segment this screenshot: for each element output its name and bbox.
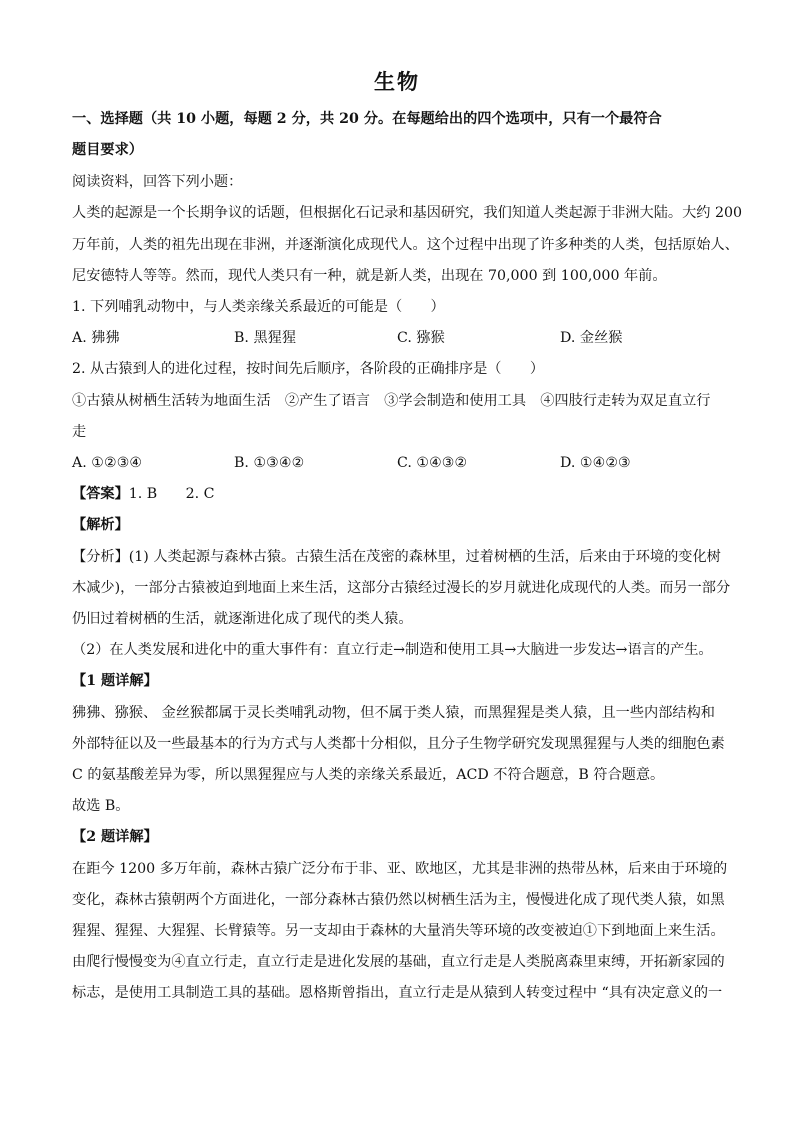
passage-line: 尼安德特人等等。然而，现代人类只有一种，就是新人类，出现在 70,000 到 100,000 年前。 (72, 268, 667, 284)
question-2-stages-cont: 走 (72, 424, 87, 440)
q2-option-d: D. ①④②③ (560, 455, 631, 471)
section-heading: 一、选择题（共 10 小题，每题 2 分，共 20 分。在每题给出的四个选项中，只有一个最符合 (72, 111, 662, 127)
question-1-stem: 1. 下列哺乳动物中，与人类亲缘关系最近的可能是（ ） (72, 299, 445, 315)
q1-option-c: C. 猕猴 (397, 330, 445, 346)
answer-text: 1. B 2. C (128, 486, 215, 502)
analysis-line: 【分析】(1) 人类起源与森林古猿。古猿生活在茂密的森林里，过着树栖的生活，后来由于环境的变化树 (72, 549, 721, 565)
answer-label: 【答案】 (72, 486, 129, 502)
detail-2-line: 在距今 1200 多万年前，森林古猿广泛分布于非、亚、欧地区，尤其是非洲的热带丛林，后来由于环境的 (72, 861, 728, 877)
q1-option-a: A. 狒狒 (72, 330, 120, 346)
analysis-label: 【解析】 (72, 517, 129, 533)
detail-2-line: 由爬行慢慢变为④直立行走，直立行走是进化发展的基础，直立行走是人类脱离森里束缚，开拓新家园的 (72, 954, 725, 970)
reading-intro: 阅读资料，回答下列小题： (72, 174, 243, 190)
answer-line (72, 485, 732, 503)
question-1-options (72, 329, 732, 347)
detail-2-line: 猩猩、猩猩、大猩猩、长臂猿等。另一支却由于森林的大量消失等环境的改变被迫①下到地面上来生活。 (72, 923, 725, 939)
q2-option-a: A. ①②③④ (72, 455, 143, 471)
q1-option-b: B. 黑猩猩 (234, 330, 297, 346)
detail-1-line: 故选 B。 (72, 798, 130, 814)
question-2-options (72, 454, 732, 472)
analysis-line: 木减少)，一部分古猿被迫到地面上来生活，这部分古猿经过漫长的岁月就进化成现代的人类。而另一部分 (72, 580, 731, 596)
detail-2-line: 变化，森林古猿朝两个方面进化，一部分森林古猿仍然以树栖生活为主，慢慢进化成了现代类人猿，如黑 (72, 892, 725, 908)
passage-line: 万年前，人类的祖先出现在非洲，并逐渐演化成现代人。这个过程中出现了许多种类的人类，包括原始人、 (72, 237, 739, 253)
page-title: 生物 (374, 69, 420, 94)
detail-2-label: 【2 题详解】 (72, 829, 158, 845)
analysis-line: 仍旧过着树栖的生活，就逐渐进化成了现代的类人猿。 (72, 611, 413, 627)
detail-1-line: 外部特征以及一些最基本的行为方式与人类都十分相似，且分子生物学研究发现黑猩猩与人类的细胞色素 (72, 736, 725, 752)
q1-option-d: D. 金丝猴 (560, 330, 623, 346)
detail-1-line: 狒狒、猕猴、 金丝猴都属于灵长类哺乳动物，但不属于类人猿，而黑猩猩是类人猿，且一些内部结构和 (72, 705, 715, 721)
question-2-stem: 2. 从古猿到人的进化过程，按时间先后顺序，各阶段的正确排序是（ ） (72, 361, 545, 377)
q2-option-b: B. ①③④② (234, 455, 305, 471)
passage-line: 人类的起源是一个长期争议的话题，但根据化石记录和基因研究，我们知道人类起源于非洲大陆。大约 200 (72, 205, 743, 221)
detail-1-label: 【1 题详解】 (72, 673, 158, 689)
q2-option-c: C. ①④③② (397, 455, 468, 471)
question-2-stages: ①古猿从树栖生活转为地面生活 ②产生了语言 ③学会制造和使用工具 ④四肢行走转为双足直立行 (72, 393, 711, 409)
detail-1-line: C 的氨基酸差异为零，所以黑猩猩应与人类的亲缘关系最近，ACD 不符合题意，B 符合题意。 (72, 767, 665, 783)
detail-2-line: 标志，是使用工具制造工具的基础。恩格斯曾指出，直立行走是从猿到人转变过程中 “具有决定意义的一 (72, 985, 723, 1001)
analysis-line: （2）在人类发展和进化中的重大事件有：直立行走→制造和使用工具→大脑进一步发达→语言的产生。 (72, 642, 713, 658)
section-heading-cont: 题目要求） (72, 142, 143, 158)
